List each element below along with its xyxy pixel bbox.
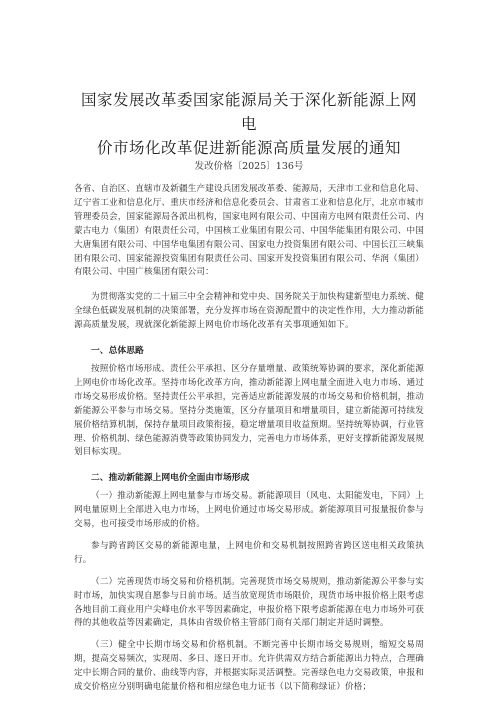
addressees-paragraph: 各省、自治区、直辖市及新疆生产建设兵团发展改革委、能源局，天津市工业和信息化局、辽宁省工业和信息化厅、重庆市经济和信息化委员会、甘肃省工业和信息化厅，北京市城市管理委员会，国家能源局各派出机构，国家电网有限公司、中国南方电网有限责任公司、内蒙古电力（集团）有限责任公司，中国核工业集团有限公司、中国华能集团有限公司、中国大唐集团有限公司、中国华电集团有限公司、国家电力投资集团有限公司、中国长江三峡集团有限公司、国家能源投资集团有限责任公司、国家开发投资集团有限公司、华润（集团）有限公司、中国广核集团有限公司：	[74, 184, 424, 278]
section-2-item-1-note: 参与跨省跨区交易的新能源电量，上网电价和交易机制按照跨省跨区送电相关政策执行。	[74, 540, 424, 565]
section-2-item-1: （一）推动新能源上网电量参与市场交易。新能源项目（风电、太阳能发电，下同）上网电量原则上全部进入电力市场，上网电价通过市场交易形成。新能源项目可报量报价参与交易，也可接受市场形成的价格。	[74, 491, 424, 530]
section-2-item-3: （三）健全中长期市场交易和价格机制。不断完善中长期市场交易规则，缩短交易周期，提高交易频次，实现周、多日、逐日开市。允许供需双方结合新能源出力特点，合理确定中长期合同的量价、曲线等内容，并根据实际灵活调整。完善绿色电力交易政策，申报和成交价格应分别明确电能量价格和相应绿色电力证书（以下简称绿证）价格；	[74, 640, 424, 693]
section-1-heading: 一、总体思路	[91, 346, 144, 357]
section-2-item-2: （二）完善现货市场交易和价格机制。完善现货市场交易规则，推动新能源公平参与实时市场，加快实现自愿参与日前市场。适当放宽现货市场限价，现货市场申报价格上限考虑各地目前工商业用户尖峰电价水平等因素确定，申报价格下限考虑新能源在电力市场外可获得的其他收益等因素确定，具体由省级价格主管部门商有关部门制定并适时调整。	[74, 576, 424, 629]
section-1-paragraph: 按照价格市场形成、责任公平承担、区分存量增量、政策统筹协调的要求，深化新能源上网电价市场化改革。坚持市场化改革方向，推动新能源上网电量全面进入电力市场、通过市场交易形成价格。坚持责任公平承担，完善适应新能源发展的市场交易和价格机制，推动新能源公平参与市场交易。坚持分类施策，区分存量项目和增量项目，建立新能源可持续发展价格结算机制，保持存量项目政策衔接，稳定增量项目收益预期。坚持统筹协调，行业管理、价格机制、绿色能源消费等政策协同发力，完善电力市场体系，更好支撑新能源发展规划目标实现。	[74, 363, 424, 458]
intro-paragraph: 为贯彻落实党的二十届三中全会精神和党中央、国务院关于加快构建新型电力系统、健全绿色低碳发展机制的决策部署，充分发挥市场在资源配置中的决定性作用，大力推动新能源高质量发展，现就深化新能源上网电价市场化改革有关事项通知如下。	[74, 292, 424, 331]
document-title	[74, 88, 424, 160]
document-number: 发改价格〔2025〕136号	[194, 161, 304, 172]
title-line-2: 价市场化改革促进新能源高质量发展的通知	[96, 139, 401, 157]
section-2-heading: 二、推动新能源上网电价全面由市场形成	[91, 473, 250, 484]
title-line-1: 国家发展改革委国家能源局关于深化新能源上网电	[80, 91, 417, 133]
